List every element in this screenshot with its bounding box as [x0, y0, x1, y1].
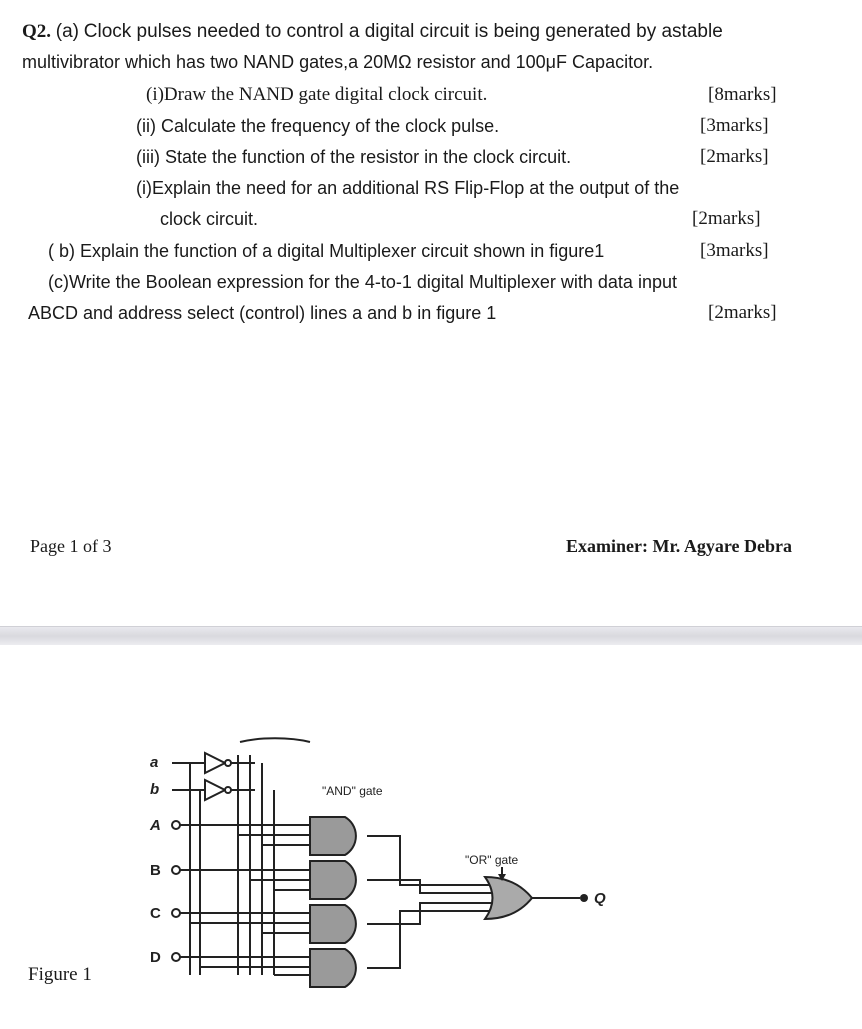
examiner-name: Examiner: Mr. Agyare Debra: [566, 536, 792, 556]
part-c-marks: [2marks]: [708, 302, 777, 323]
subpart-iii-marks: [2marks]: [700, 146, 769, 167]
and3-to-or: [367, 903, 492, 924]
subpart-iv-marks: [2marks]: [692, 208, 761, 229]
output-node: [580, 894, 588, 902]
input-label-a: a: [150, 754, 159, 771]
multiplexer-diagram: [0, 645, 862, 1024]
input-label-b: b: [150, 781, 160, 798]
part-c-line-2: ABCD and address select (control) lines a and b in figure 1: [28, 303, 497, 323]
output-label-q: Q: [594, 890, 606, 907]
part-b-text: ( b) Explain the function of a digital Multiplexer circuit shown in figure1: [48, 241, 605, 261]
subpart-iv-text: (i)Explain the need for an additional RS Flip-Flop at the output of the: [136, 178, 680, 198]
question-line-1: [22, 20, 723, 44]
top-wire: [240, 738, 310, 742]
and4-to-or: [367, 911, 490, 968]
or-gate-label: "OR" gate: [465, 853, 519, 867]
part-c-line-1: (c)Write the Boolean expression for the 4-to-1 digital Multiplexer with data input: [48, 272, 677, 292]
subpart-iv-continued: clock circuit.: [160, 209, 259, 229]
input-label-B: B: [150, 862, 161, 879]
inverter-a: [205, 753, 225, 773]
subpart-ii-marks: [3marks]: [700, 115, 769, 136]
input-label-A: A: [150, 817, 161, 834]
input-label-D: D: [150, 949, 161, 966]
and-gate-3: [310, 905, 356, 943]
or-gate: [485, 877, 532, 919]
question-number: Q2.: [22, 21, 52, 42]
figure-caption: Figure 1: [28, 964, 92, 985]
subpart-ii-text: (ii) Calculate the frequency of the clock pulse.: [136, 116, 500, 136]
part-a-marker: (a): [55, 21, 80, 42]
and-gate-label: "AND" gate: [322, 784, 383, 798]
and2-to-or: [367, 880, 492, 893]
subpart-i-marks: [8marks]: [708, 84, 777, 105]
page-separator: [0, 626, 862, 646]
page-number: Page 1 of 3: [30, 536, 112, 556]
input-label-C: C: [150, 905, 161, 922]
figure-area: [0, 645, 862, 1024]
and-gate-1: [310, 817, 356, 855]
and-gate-2: [310, 861, 356, 899]
inverter-b: [205, 780, 225, 800]
subpart-i-text: (i)Draw the NAND gate digital clock circuit.: [146, 84, 488, 105]
and-gate-4: [310, 949, 356, 987]
part-b-marks: [3marks]: [700, 240, 769, 261]
question-line-2: multivibrator which has two NAND gates,a 20MΩ resistor and 100μF Capacitor.: [22, 52, 654, 72]
question-intro: Clock pulses needed to control a digital circuit is being generated by astable: [83, 21, 723, 42]
subpart-iii-text: (iii) State the function of the resistor in the clock circuit.: [136, 147, 572, 167]
